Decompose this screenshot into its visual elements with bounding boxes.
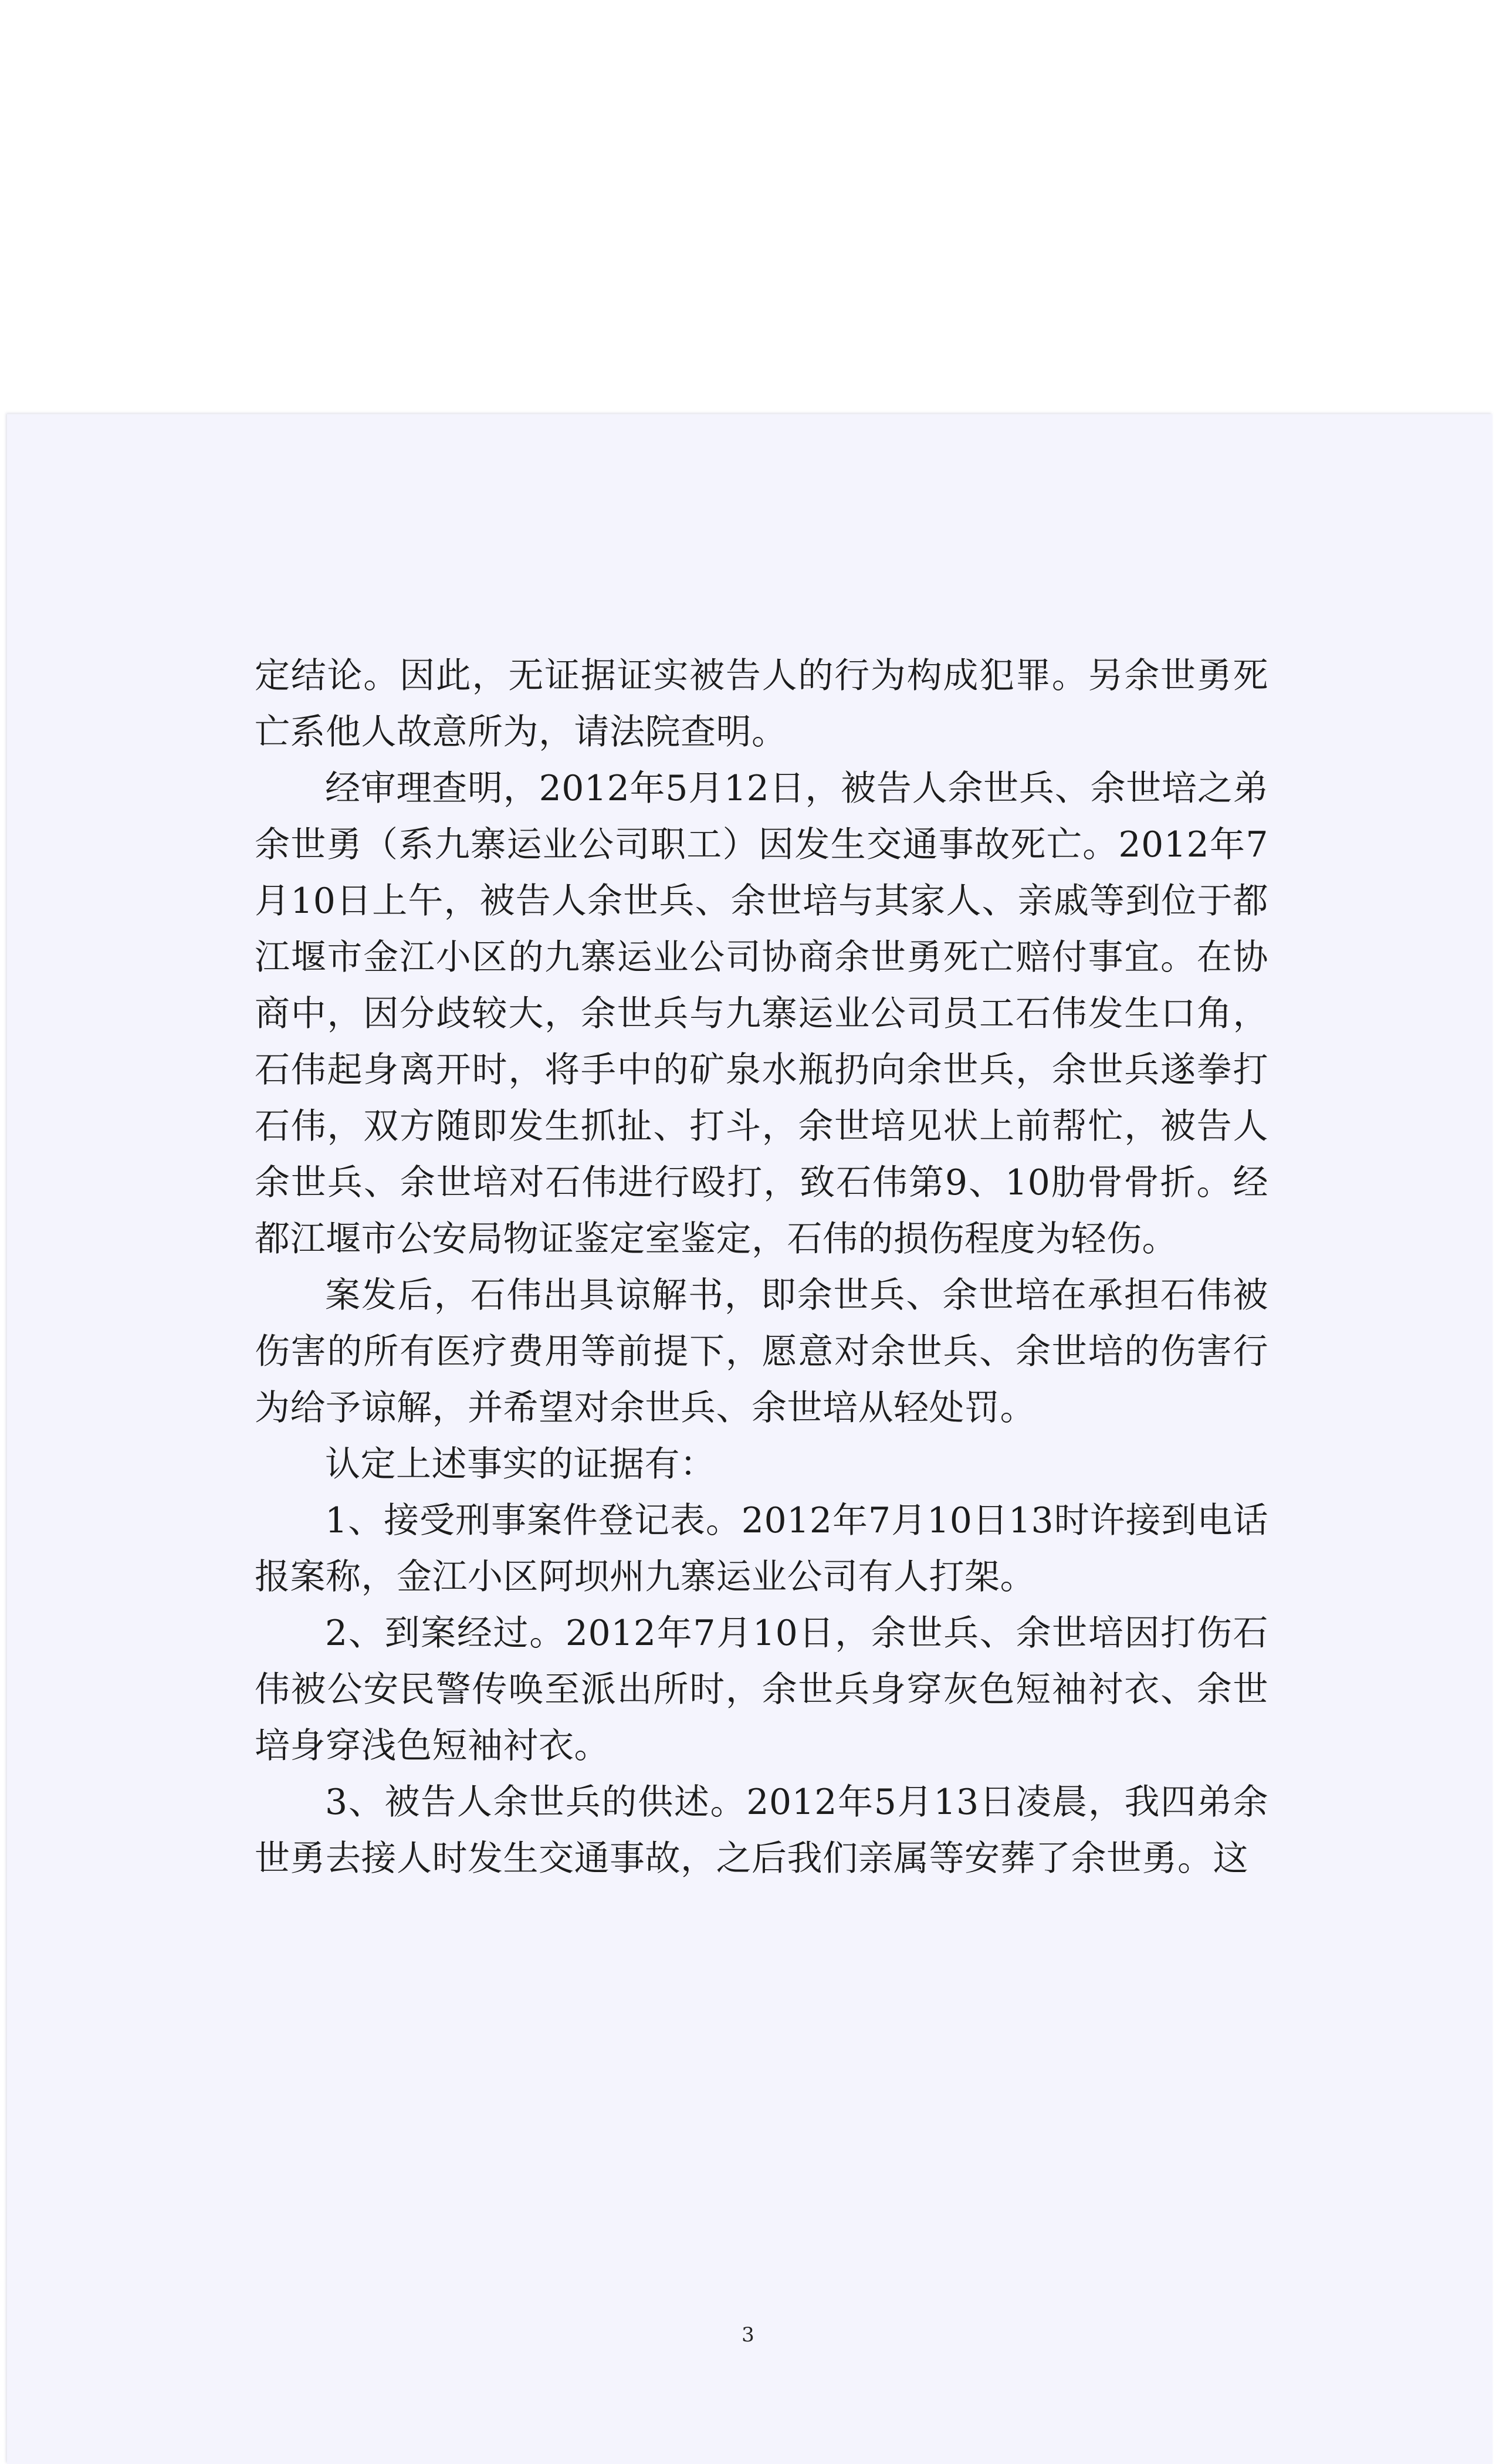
paragraph-1: 定结论。因此，无证据证实被告人的行为构成犯罪。另余世勇死亡系他人故意所为，请法院查明。 (255, 655, 1268, 753)
page-number: 3 (742, 2323, 754, 2347)
paragraph-3: 案发后，石伟出具谅解书，即余世兵、余世培在承担石伟被伤害的所有医疗费用等前提下，愿意对余世兵、余世培的伤害行为给予谅解，并希望对余世兵、余世培从轻处罚。 (255, 1275, 1268, 1429)
document-body (255, 648, 1268, 1887)
paragraph-6: 2、到案经过。2012年7月10日，余世兵、余世培因打伤石伟被公安民警传唤至派出所时，余世兵身穿灰色短袖衬衣、余世培身穿浅色短袖衬衣。 (255, 1613, 1268, 1766)
paragraph-2: 经审理查明，2012年5月12日，被告人余世兵、余世培之弟余世勇（系九寨运业公司职工）因发生交通事故死亡。2012年7月10日上午，被告人余世兵、余世培与其家人、亲戚等到位于都江堰市金江小区的九寨运业公司协商余世勇死亡赔付事宜。在协商中，因分歧较大，余世兵与九寨运业公司员工石伟发生口角，石伟起身离开时，将手中的矿泉水瓶扔向余世兵，余世兵遂拳打石伟，双方随即发生抓扯、打斗，余世培见状上前帮忙，被告人余世兵、余世培对石伟进行殴打，致石伟第9、10肋骨骨折。经都江堰市公安局物证鉴定室鉴定，石伟的损伤程度为轻伤。 (255, 768, 1268, 1260)
paragraph-4: 认定上述事实的证据有： (325, 1444, 716, 1485)
paragraph-5: 1、接受刑事案件登记表。2012年7月10日13时许接到电话报案称，金江小区阿坝州九寨运业公司有人打架。 (255, 1500, 1268, 1597)
paragraph-7: 3、被告人余世兵的供述。2012年5月13日凌晨，我四弟余世勇去接人时发生交通事故，之后我们亲属等安葬了余世勇。这 (255, 1782, 1268, 1879)
